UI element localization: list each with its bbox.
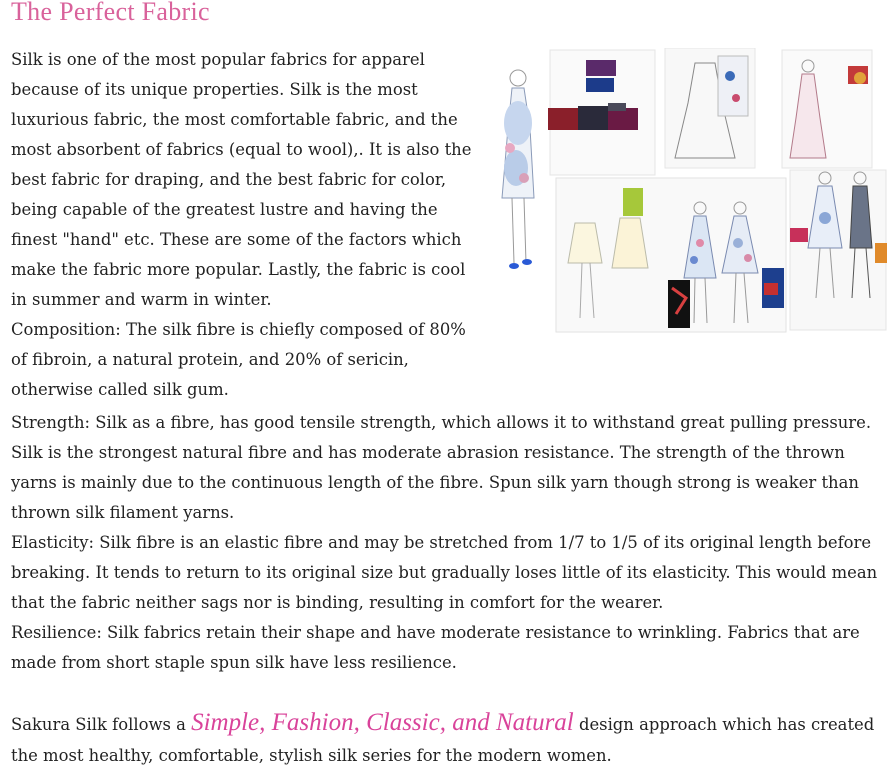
- composition-paragraph: Composition: The silk fibre is chiefly composed of 80% of fibroin, a natural protein, and 20% of sericin, otherwise called silk gum.: [11, 320, 466, 399]
- resilience-paragraph: Resilience: Silk fabrics retain their shape and have moderate resistance to wrinkling. Fabrics that are made from short staple spun silk have less resilience.: [11, 623, 860, 672]
- closing-paragraph: [11, 707, 890, 771]
- closing-text-after: design approach which has created the most healthy, comfortable, stylish silk series for the modern women.: [11, 715, 875, 765]
- strength-paragraph: Strength: Silk as a fibre, has good tensile strength, which allows it to withstand great pulling pressure. Silk is the strongest natural fibre and has moderate abrasion resistance. The strength of the thrown yarns is mainly due to the continuous length of the fibre. Spun silk yarn though strong is weaker than thrown silk filament yarns.: [11, 413, 872, 522]
- article-body: [11, 408, 890, 771]
- intro-paragraph: Silk is one of the most popular fabrics for apparel because of its unique properties. Silk is the most luxurious fabric, the most comfortable fabric, and the most absorbent of fabrics (equal to wool),. It is also the best fabric for draping, and the best fabric for color, being capable of the greatest lustre and having the finest "hand" etc. These are some of the factors which make the fabric more popular. Lastly, the fabric is cool in summer and warm in winter.: [11, 50, 472, 309]
- page-title: The Perfect Fabric: [11, 0, 210, 26]
- closing-text-before: Sakura Silk follows a: [11, 715, 192, 734]
- intro-text: [11, 45, 486, 405]
- design-approach-highlight: Simple, Fashion, Classic, and Natural: [191, 709, 574, 736]
- fashion-sketches-image: [490, 48, 888, 335]
- elasticity-paragraph: Elasticity: Silk fibre is an elastic fibre and may be stretched from 1/7 to 1/5 of its original length before breaking. It tends to return to its original size but gradually loses little of its elasticity. This would mean that the fabric neither sags nor is binding, resulting in comfort for the wearer.: [11, 533, 878, 612]
